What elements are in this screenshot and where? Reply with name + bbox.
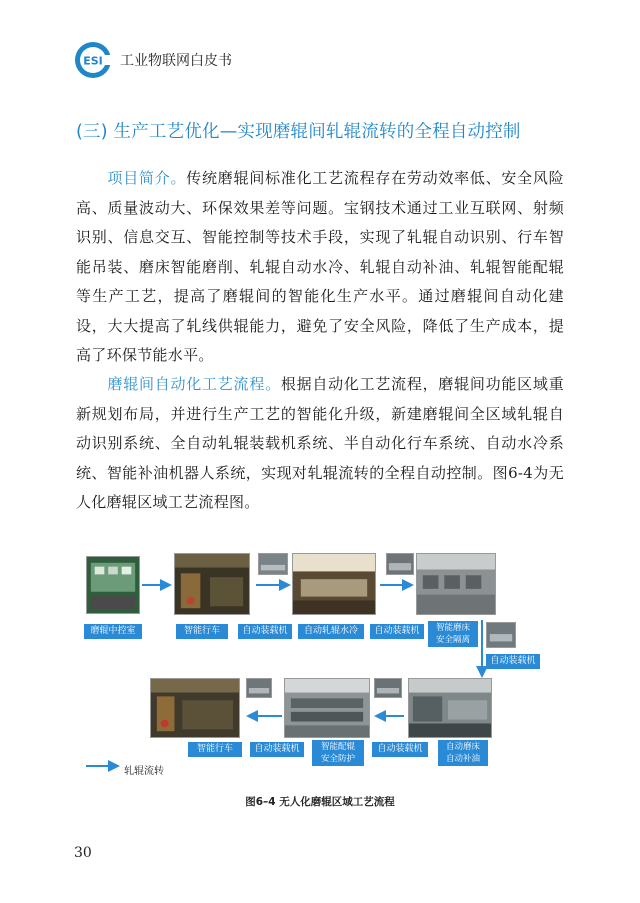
esi-logo — [74, 41, 112, 79]
paragraph-intro-lead: 项目简介。 — [107, 169, 187, 187]
paragraph-intro-text: 传统磨辊间标准化工艺流程存在劳动效率低、安全风险高、质量波动大、环保效果差等问题。宝钢技术通过工业互联网、射频识别、信息交互、智能控制等技术手段，实现了轧辊自动识别、行车智能吊装、磨床智能磨削、轧辊自动水冷、轧辊自动补油、轧辊智能配辊等生产工艺，提高了磨辊间的智能化生产水平。通过磨辊间自动化建设，大大提高了轧线供辊能力，避免了安全风险，降低了生产成本，提高了环保节能水平。 — [76, 169, 564, 364]
photo-water-cooling — [292, 553, 376, 615]
label-side-loader: 自动装载机 — [486, 654, 540, 669]
photo-thumb-1 — [258, 553, 288, 575]
label-loader-3: 自动装载机 — [250, 742, 304, 757]
label-water-cooling: 自动轧辊水冷 — [298, 624, 364, 639]
paragraph-process-lead: 磨辊间自动化工艺流程。 — [107, 375, 281, 393]
logo-text: ESI — [83, 54, 103, 68]
photo-thumb-2 — [386, 553, 414, 575]
label-loader-4: 自动装载机 — [372, 742, 428, 757]
photo-smart-crane — [174, 553, 250, 615]
section-heading: (三) 生产工艺优化—实现磨辊间轧辊流转的全程自动控制 — [76, 122, 521, 142]
legend-label: 轧辊流转 — [124, 766, 164, 777]
label-control-room: 磨辊中控室 — [84, 624, 142, 639]
label-roll-matching: 智能配辊 安全防护 — [312, 740, 364, 766]
photo-thumb-3 — [246, 678, 272, 698]
page-number: 30 — [74, 845, 92, 861]
figure-caption: 图6–4 无人化磨辊区域工艺流程 — [245, 796, 395, 808]
photo-grinding-machine — [416, 553, 496, 615]
photo-side-loader — [486, 622, 516, 648]
photo-auto-grinder — [408, 678, 492, 738]
label-smart-crane-2: 智能行车 — [188, 742, 242, 757]
label-loader-2: 自动装载机 — [370, 624, 424, 639]
photo-thumb-4 — [374, 678, 402, 698]
photo-control-room — [86, 556, 140, 614]
label-auto-grinder: 自动磨床 自动补油 — [438, 740, 488, 766]
header-title: 工业物联网白皮书 — [120, 53, 232, 69]
label-smart-crane: 智能行车 — [176, 624, 228, 639]
label-loader-1: 自动装载机 — [238, 624, 292, 639]
paragraph-intro — [76, 164, 564, 371]
paragraph-process-text: 根据自动化工艺流程，磨辊间功能区域重新规划布局，并进行生产工艺的智能化升级，新建磨辊间全区域轧辊自动识别系统、全自动轧辊装载机系统、半自动化行车系统、自动水冷系统、智能补油机器人系统，实现对轧辊流转的全程自动控制。图6-4为无人化磨辊区域工艺流程图。 — [76, 375, 564, 511]
page-header — [74, 40, 232, 80]
label-grinder-isolation: 智能磨床 安全隔离 — [428, 621, 478, 647]
photo-roll-matching — [284, 678, 370, 738]
photo-smart-crane-2 — [150, 678, 240, 738]
paragraph-process — [76, 370, 564, 518]
